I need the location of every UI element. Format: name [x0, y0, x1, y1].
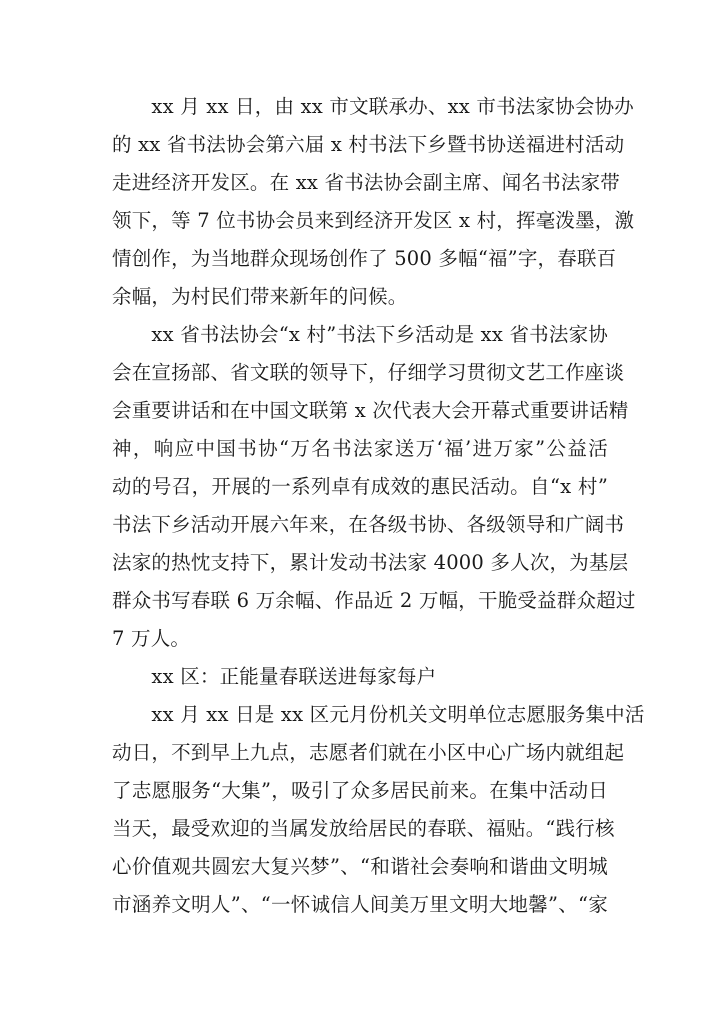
- paragraph-1: [112, 88, 635, 316]
- section-heading: [112, 658, 608, 696]
- paragraph-2: [112, 316, 636, 658]
- text-line: 走进经济开发区。在 xx 省书法协会副主席、闻名书法家带: [112, 171, 620, 194]
- text-line: 神，响应中国书协“万名书法家送万‘福’进万家”公益活: [112, 437, 608, 460]
- text-line: 当天，最受欢迎的当属发放给居民的春联、福贴。“践行核: [112, 817, 615, 840]
- text-line: 情创作，为当地群众现场创作了 500 多幅“福”字，春联百: [112, 247, 617, 270]
- text-line: 书法下乡活动开展六年来，在各级书协、各级领导和广阔书: [112, 513, 625, 536]
- text-line: 动日，不到早上九点，志愿者们就在小区中心广场内就组起: [112, 741, 625, 764]
- heading-line: xx 区：正能量春联送进每家每户: [112, 665, 437, 688]
- text-line: 市涵养文明人”、“一怀诚信人间美万里文明大地馨”、“家: [112, 893, 608, 916]
- document-body: [112, 88, 645, 924]
- text-line: xx 省书法协会“x 村”书法下乡活动是 xx 省书法家协: [112, 323, 608, 346]
- paragraph-3: [112, 696, 645, 924]
- text-line: 的 xx 省书法协会第六届 x 村书法下乡暨书协送福进村活动: [112, 133, 625, 156]
- text-line: 法家的热忱支持下，累计发动书法家 4000 多人次，为基层: [112, 551, 629, 574]
- text-line: 7 万人。: [112, 627, 191, 650]
- text-line: 动的号召，开展的一系列卓有成效的惠民活动。自“x 村”: [112, 475, 608, 498]
- text-line: 了志愿服务“大集”，吸引了众多居民前来。在集中活动日: [112, 779, 608, 802]
- text-line: xx 月 xx 日，由 xx 市文联承办、xx 市书法家协会协办: [112, 95, 634, 118]
- text-line: 领下，等 7 位书协会员来到经济开发区 x 村，挥毫泼墨，激: [112, 209, 635, 232]
- text-line: 群众书写春联 6 万余幅、作品近 2 万幅，干脆受益群众超过: [112, 589, 636, 612]
- text-line: 心价值观共圆宏大复兴梦”、“和谐社会奏响和谐曲文明城: [112, 855, 608, 878]
- text-line: 会在宣扬部、省文联的领导下，仔细学习贯彻文艺工作座谈: [112, 361, 625, 384]
- text-line: xx 月 xx 日是 xx 区元月份机关文明单位志愿服务集中活: [112, 703, 645, 726]
- text-line: 余幅，为村民们带来新年的问候。: [112, 285, 408, 308]
- text-line: 会重要讲话和在中国文联第 x 次代表大会开幕式重要讲话精: [112, 399, 629, 422]
